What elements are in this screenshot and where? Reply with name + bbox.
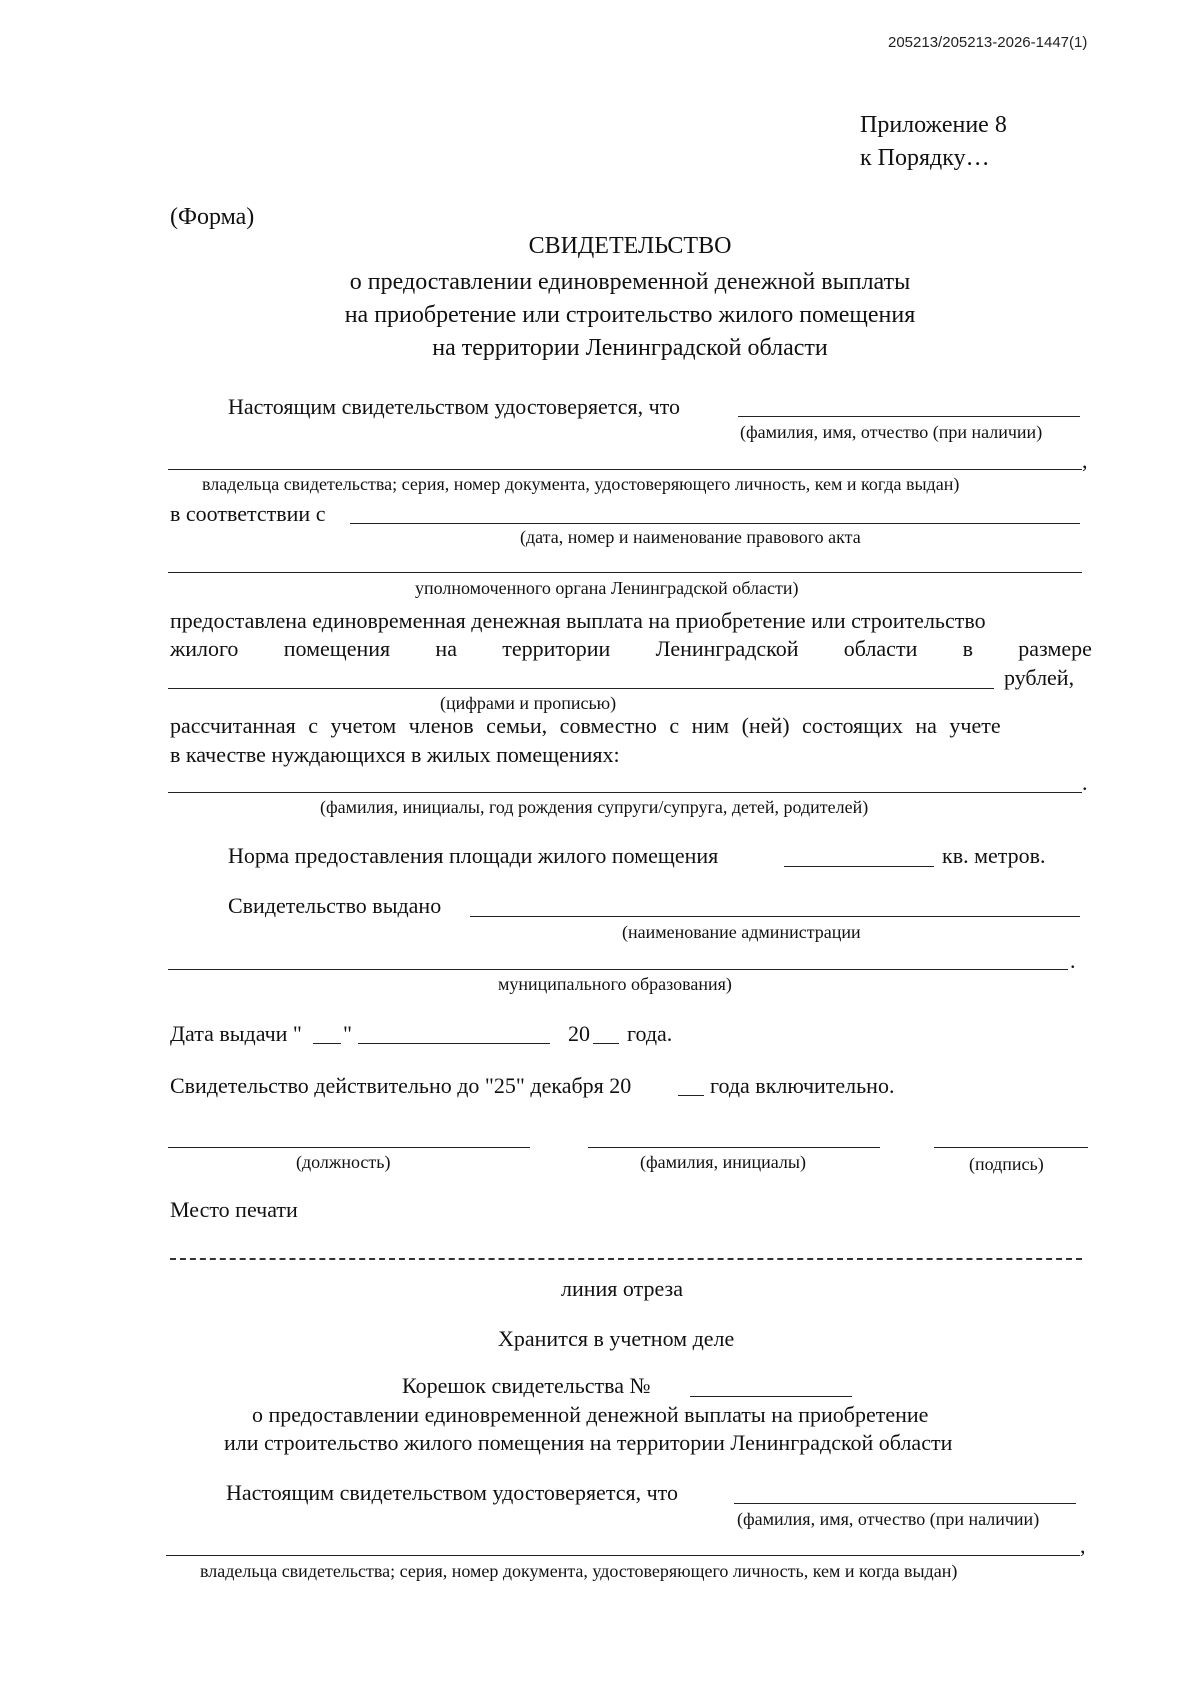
stub-owner-name-line — [734, 1503, 1076, 1504]
amount-line — [168, 688, 994, 689]
municipality-dot: . — [1070, 948, 1076, 973]
owner-document-hint: владельца свидетельства; серия, номер документа, удостоверяющего личность, кем и когда выдан) — [202, 474, 960, 494]
issue-date-label: Дата выдачи " — [170, 1021, 302, 1046]
legal-act-line — [350, 523, 1080, 524]
municipality-hint: муниципального образования) — [498, 974, 732, 994]
payment-word: на — [435, 636, 457, 661]
signer-name-line — [588, 1147, 880, 1148]
norm-unit: кв. метров. — [942, 843, 1046, 868]
authority-hint: уполномоченного органа Ленинградской области) — [415, 578, 799, 598]
payment-word: области — [843, 636, 918, 661]
kept-in-file: Хранится в учетном деле — [498, 1326, 735, 1351]
stub-certify-text: Настоящим свидетельством удостоверяется, что — [226, 1480, 678, 1505]
municipality-line — [168, 969, 1068, 970]
issue-date-quote: " — [343, 1021, 352, 1046]
stub-title: Корешок свидетельства № — [402, 1373, 651, 1398]
validity-prefix: Свидетельство действительно до "25" декабря 20 — [170, 1073, 632, 1098]
validity-year-line — [678, 1095, 704, 1096]
issue-year-suffix: года. — [627, 1021, 673, 1046]
signer-name-hint: (фамилия, инициалы) — [640, 1152, 806, 1172]
payment-word: территории — [502, 636, 611, 661]
family-dot: . — [1082, 770, 1088, 795]
issue-year-line — [593, 1043, 619, 1044]
stub-owner-comma: , — [1080, 1533, 1086, 1558]
owner-document-line — [168, 469, 1082, 470]
family-line — [168, 792, 1082, 793]
payment-word: помещения — [283, 636, 391, 661]
issued-by-text: Свидетельство выдано — [228, 893, 442, 918]
issue-day-line — [313, 1043, 341, 1044]
payment-line4: в качестве нуждающихся в жилых помещениях: — [170, 742, 620, 767]
issue-year-prefix: 20 — [568, 1021, 590, 1046]
signature-hint: (подпись) — [969, 1154, 1044, 1174]
stub-owner-name-hint: (фамилия, имя, отчество (при наличии) — [737, 1509, 1040, 1529]
appendix-line2: к Порядку… — [860, 145, 990, 171]
administration-hint: (наименование администрации — [622, 922, 861, 942]
signature-line — [934, 1147, 1088, 1148]
cut-line-label: линия отреза — [561, 1276, 683, 1301]
appendix-line1: Приложение 8 — [860, 112, 1007, 138]
owner-comma: , — [1082, 448, 1088, 473]
issue-month-line — [358, 1043, 550, 1044]
legal-act-hint: (дата, номер и наименование правового акта — [520, 527, 861, 547]
stub-sub1: о предоставлении единовременной денежной выплаты на приобретение — [252, 1402, 929, 1427]
title-sub1: о предоставлении единовременной денежной выплаты — [349, 269, 911, 295]
title-sub3: на территории Ленинградской области — [432, 335, 828, 361]
rubles-label: рублей, — [1004, 665, 1075, 690]
administration-line — [470, 916, 1080, 917]
family-hint: (фамилия, инициалы, год рождения супруги/супруга, детей, родителей) — [320, 797, 869, 817]
position-hint: (должность) — [296, 1152, 391, 1172]
payment-word: в — [962, 636, 974, 661]
validity-suffix: года включительно. — [710, 1073, 895, 1098]
position-line — [168, 1147, 530, 1148]
payment-line3: рассчитанная с учетом членов семьи, совместно с ним (ней) состоящих на учете — [170, 713, 1001, 738]
payment-word: жилого — [170, 636, 239, 661]
payment-word: размере — [1018, 636, 1092, 661]
certify-text: Настоящим свидетельством удостоверяется, что — [228, 394, 680, 419]
form-label: (Форма) — [170, 204, 255, 230]
title-sub2: на приобретение или строительство жилого помещения — [344, 302, 916, 328]
stub-owner-document-line — [166, 1555, 1080, 1556]
seal-place: Место печати — [170, 1197, 298, 1222]
amount-hint: (цифрами и прописью) — [440, 693, 617, 713]
payment-line2 — [170, 636, 1092, 662]
norm-value-line — [784, 866, 934, 867]
accordance-text: в соответствии с — [170, 501, 326, 526]
authority-line — [168, 572, 1082, 573]
payment-word: Ленинградской — [655, 636, 799, 661]
owner-name-line — [738, 416, 1080, 417]
payment-line1: предоставлена единовременная денежная выплата на приобретение или строительство — [170, 608, 986, 633]
stub-number-line — [690, 1396, 852, 1397]
norm-text: Норма предоставления площади жилого помещения — [228, 843, 719, 868]
stub-sub2: или строительство жилого помещения на территории Ленинградской области — [224, 1430, 953, 1455]
owner-name-hint: (фамилия, имя, отчество (при наличии) — [740, 422, 1043, 442]
title-main: СВИДЕТЕЛЬСТВО — [528, 233, 732, 259]
stub-owner-document-hint: владельца свидетельства; серия, номер документа, удостоверяющего личность, кем и когда выдан) — [200, 1561, 958, 1581]
document-id: 205213/205213-2026-1447(1) — [888, 34, 1088, 51]
cut-dashed-line — [170, 1258, 1082, 1260]
